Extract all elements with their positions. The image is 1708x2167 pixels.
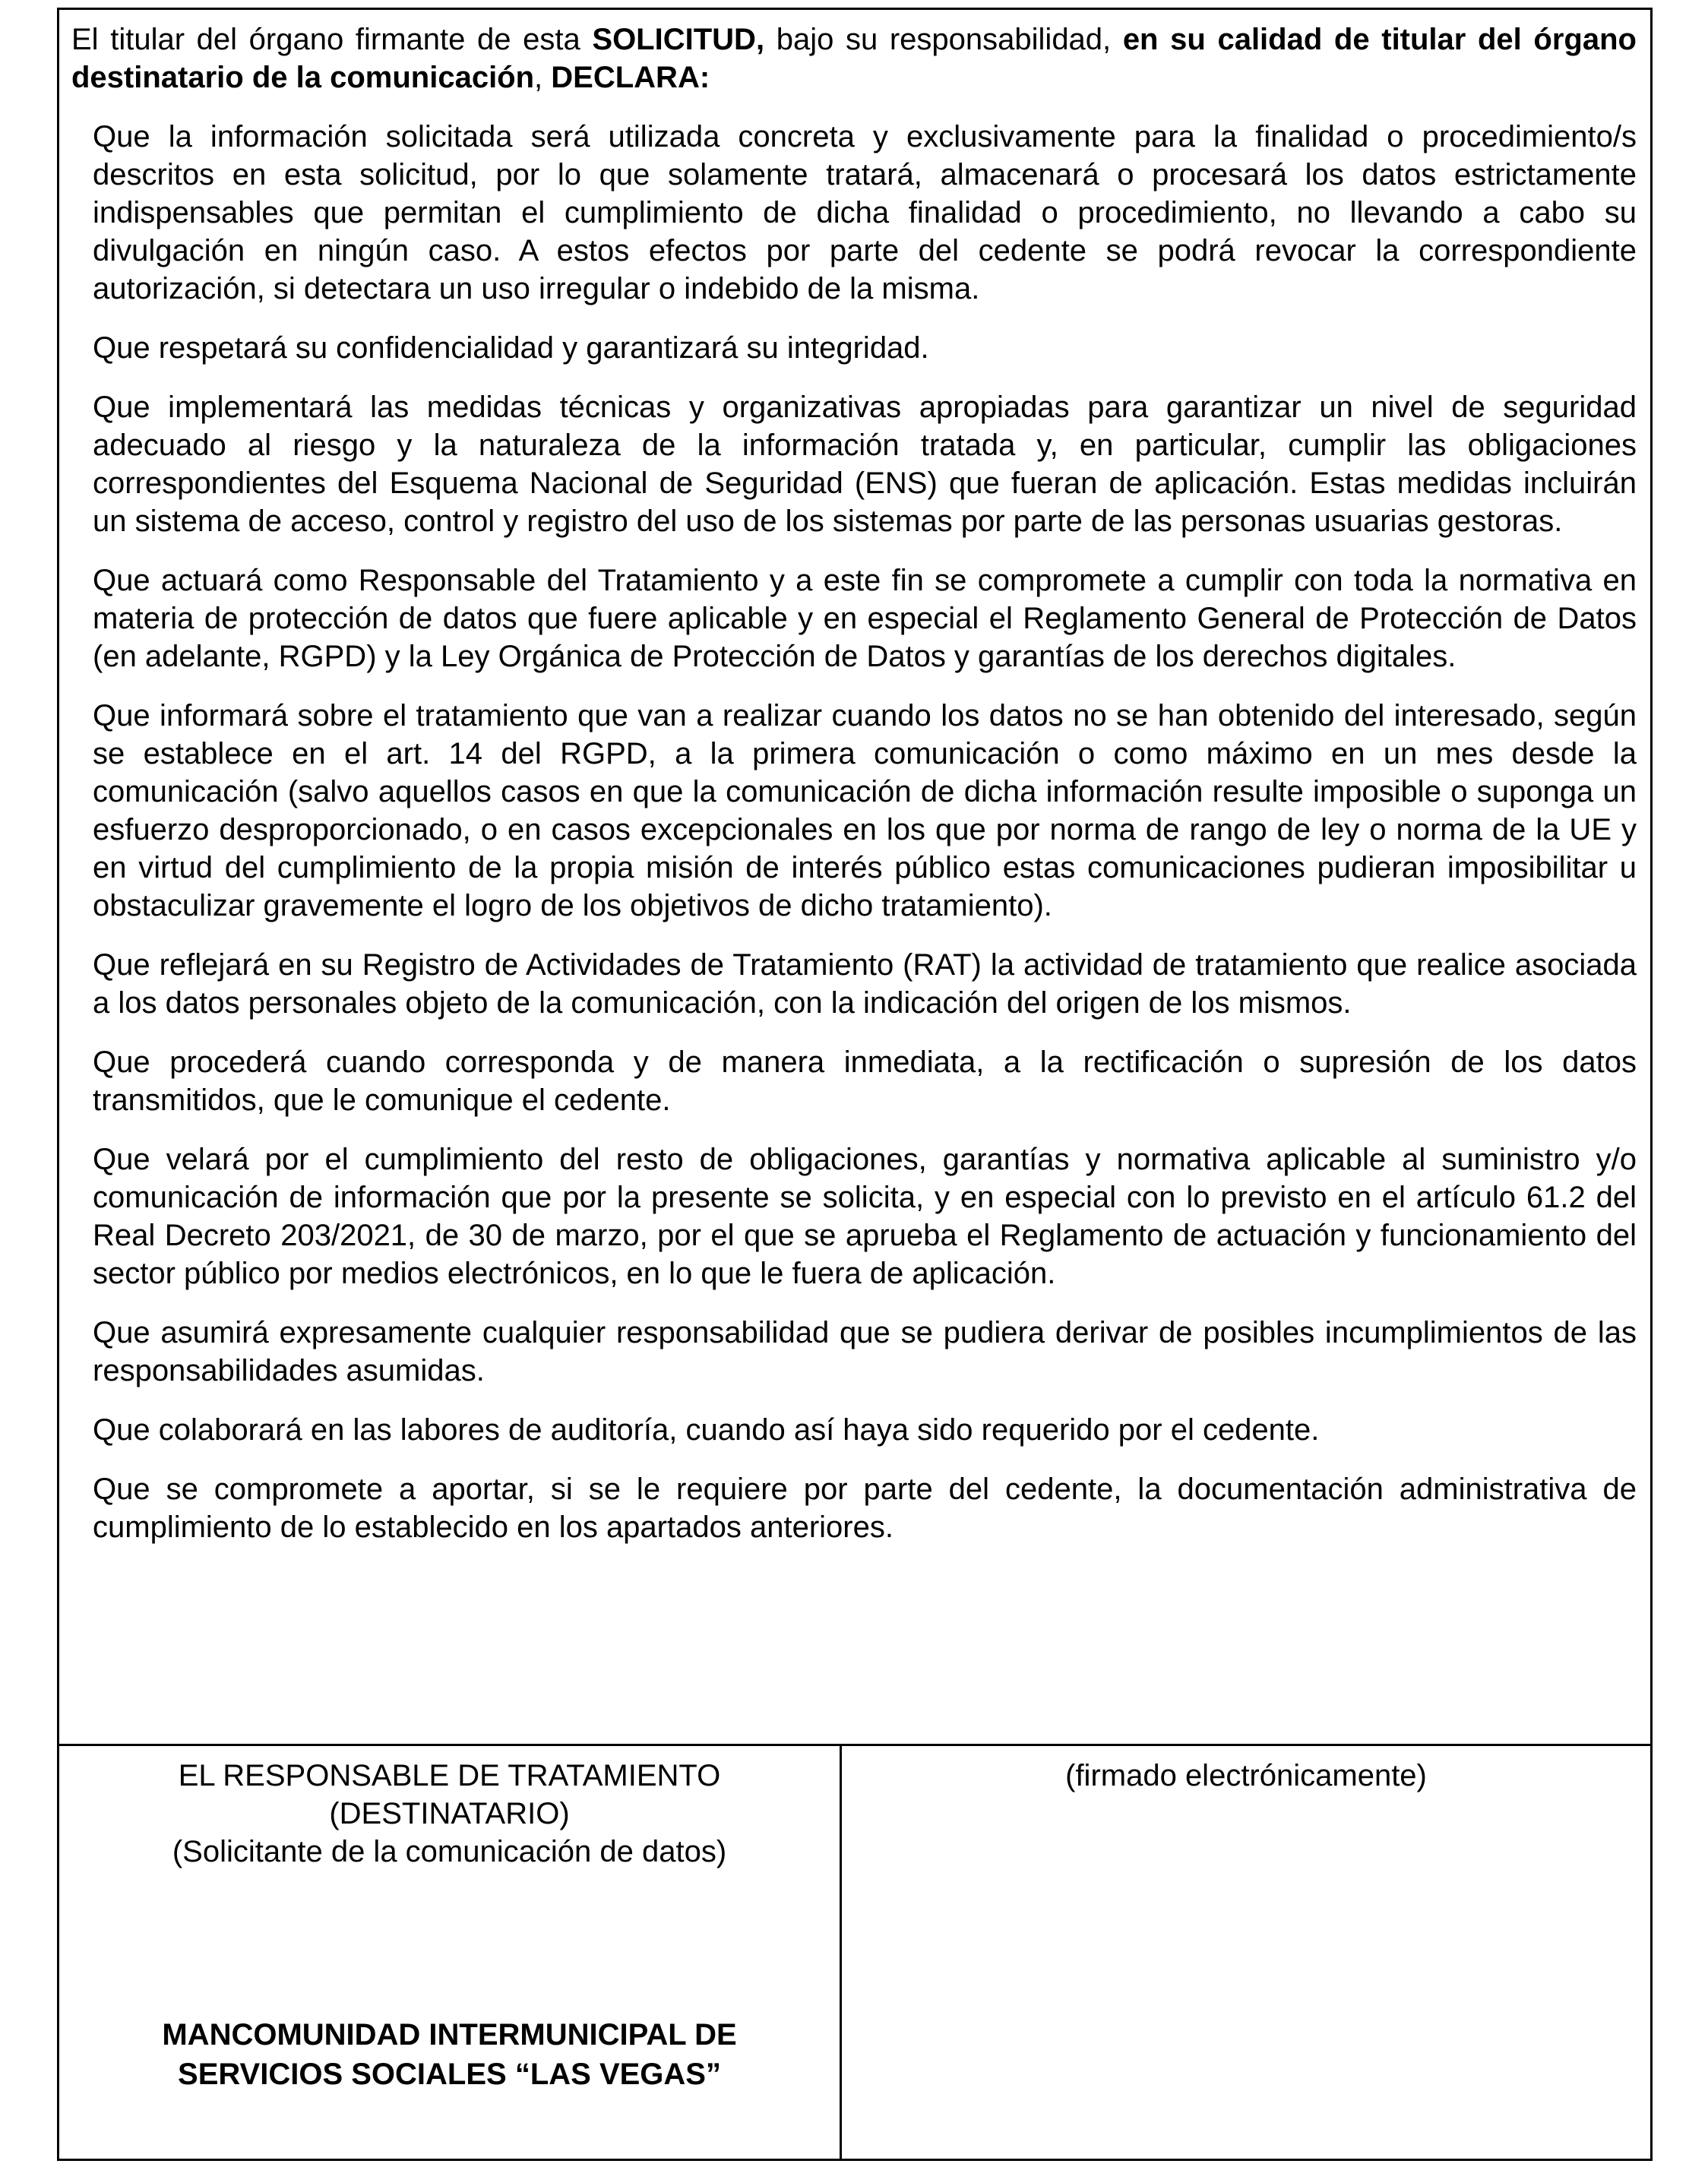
paragraph-registro-actividades: Que reflejará en su Registro de Actividades de Tratamiento (RAT) la actividad de tratamiento que realice asociada a los datos personales objeto de la comunicación, con la indicación del origen de los mismos. — [93, 948, 1637, 1020]
signature-cell-responsable — [59, 1746, 842, 2159]
paragraph-finalidad: Que la información solicitada será utilizada concreta y exclusivamente para la finalidad o procedimiento/s descritos en esta solicitud, por lo que solamente tratará, almacenará o procesará los datos estrictamente indispensables que permitan el cumplimiento de dicha finalidad o procedimiento, no llevando a cabo su divulgación en ningún caso. A estos efectos por parte del cedente se podrá revocar la correspondiente autorización, si detectara un uso irregular o indebido de la misma. — [93, 120, 1637, 305]
document-border-box — [57, 8, 1653, 2161]
signature-electronic-note: (firmado electrónicamente) — [1065, 1759, 1427, 1792]
paragraph-auditoria: Que colaborará en las labores de auditoría, cuando así haya sido requerido por el cedente. — [93, 1413, 1320, 1447]
paragraph-asumira-responsabilidad: Que asumirá expresamente cualquier responsabilidad que se pudiera derivar de posibles incumplimientos de las responsabilidades asumidas. — [93, 1316, 1637, 1387]
intro-bold-solicitud: SOLICITUD, — [592, 23, 765, 56]
paragraph-confidencialidad: Que respetará su confidencialidad y garantizará su integridad. — [93, 331, 929, 365]
intro-text-3: , — [534, 61, 552, 94]
signature-table — [59, 1744, 1650, 2159]
signature-entity-line-1: MANCOMUNIDAD INTERMUNICIPAL DE — [162, 2018, 737, 2052]
paragraph-rectificacion: Que procederá cuando corresponda y de manera inmediata, a la rectificación o supresión de los datos transmitidos, que le comunique el cedente. — [93, 1046, 1637, 1117]
signature-entity-name — [82, 2015, 817, 2094]
paragraph-documentacion: Que se compromete a aportar, si se le requiere por parte del cedente, la documentación administrativa de cumplimiento de lo establecido en los apartados anteriores. — [93, 1473, 1637, 1544]
intro-bold-calidad: en su calidad de titular del órgano destinatario de la comunicación — [71, 23, 1637, 94]
signature-entity-line-2: SERVICIOS SOCIALES “LAS VEGAS” — [178, 2058, 721, 2091]
paragraph-informara-tratamiento: Que informará sobre el tratamiento que van a realizar cuando los datos no se han obtenido del interesado, según se establece en el art. 14 del RGPD, a la primera comunicación o como máximo en un mes desde la comunicación (salvo aquellos casos en que la comunicación de dicha información resulte imposible o suponga un esfuerzo desproporcionado, o en casos excepcionales en los que por norma de rango de ley o norma de la UE y en virtud del cumplimiento de la propia misión de interés público estas comunicaciones pudieran imposibilitar u obstaculizar gravemente el logro de los objetivos de dicho tratamiento). — [93, 699, 1637, 922]
paragraph-velara-cumplimiento: Que velará por el cumplimiento del resto de obligaciones, garantías y normativa aplicable al suministro y/o comunicación de información que por la presente se solicita, y en especial con lo previsto en el artículo 61.2 del Real Decreto 203/2021, de 30 de marzo, por el que se aprueba el Reglamento de actuación y funcionamiento del sector público por medios electrónicos, en lo que le fuera de aplicación. — [93, 1143, 1637, 1290]
signature-role-subtitle: (DESTINATARIO) — [329, 1797, 570, 1830]
signature-role-title: EL RESPONSABLE DE TRATAMIENTO — [178, 1759, 721, 1792]
intro-text-1: El titular del órgano firmante de esta — [71, 23, 593, 56]
intro-text-2: bajo su responsabilidad, — [764, 23, 1123, 56]
intro-bold-declara: DECLARA: — [551, 61, 710, 94]
declaration-section — [59, 10, 1650, 1744]
intro-declaration — [71, 21, 1637, 96]
signature-cell-firma — [842, 1746, 1650, 2159]
declaration-paragraphs — [71, 118, 1637, 1546]
paragraph-responsable-tratamiento: Que actuará como Responsable del Tratamiento y a este fin se compromete a cumplir con toda la normativa en materia de protección de datos que fuere aplicable y en especial el Reglamento General de Protección de Datos (en adelante, RGPD) y la Ley Orgánica de Protección de Datos y garantías de los derechos digitales. — [93, 564, 1637, 673]
paragraph-medidas-tecnicas: Que implementará las medidas técnicas y organizativas apropiadas para garantizar un nivel de seguridad adecuado al riesgo y la naturaleza de la información tratada y, en particular, cumplir las obligaciones correspondientes del Esquema Nacional de Seguridad (ENS) que fueran de aplicación. Estas medidas incluirán un sistema de acceso, control y registro del uso de los sistemas por parte de las personas usuarias gestoras. — [93, 391, 1637, 538]
signature-role-note: (Solicitante de la comunicación de datos) — [172, 1835, 727, 1868]
